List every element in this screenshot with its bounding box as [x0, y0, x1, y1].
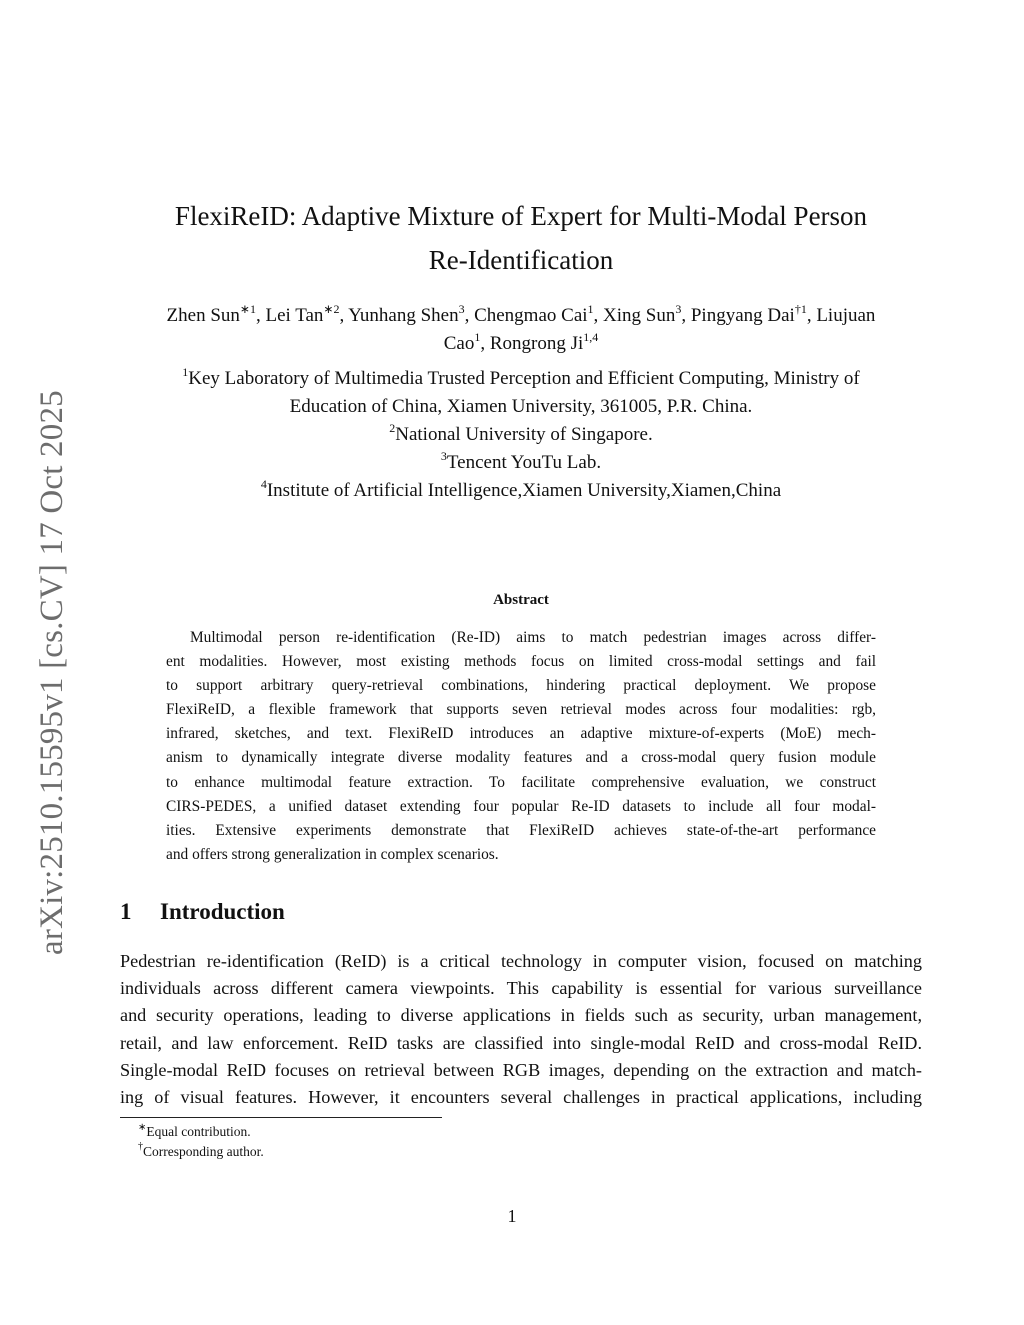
paragraph-line: Pedestrian re-identification (ReID) is a critical technology in computer vision, focused on matching — [120, 951, 922, 971]
footnote-equal-contribution — [138, 1122, 264, 1142]
author-separator: , — [480, 333, 490, 354]
footnote-mark: † — [138, 1141, 143, 1152]
footnote-corresponding-author — [138, 1142, 264, 1162]
abstract-line: CIRS-PEDES, a unified dataset extending four popular Re-ID datasets to include all four modal- — [166, 797, 876, 815]
abstract-line: ent modalities. However, most existing methods focus on limited cross-modal settings and fail — [166, 653, 876, 671]
author-separator: , — [339, 305, 349, 326]
author-line-1 — [120, 302, 922, 330]
section-heading-introduction — [120, 899, 285, 925]
affiliation-text: Key Laboratory of Multimedia Trusted Perception and Efficient Computing, Ministry of — [188, 368, 860, 389]
author-name-first-part: Liujuan — [816, 305, 876, 326]
abstract-line: to enhance multimodal feature extraction. To facilitate comprehensive evaluation, we construct — [166, 773, 876, 791]
affiliation-text: National University of Singapore. — [395, 424, 653, 445]
author-affiliation-mark: †1 — [794, 301, 807, 316]
author-affiliation-mark: 3 — [675, 301, 682, 316]
author-name: Chengmao Cai — [474, 305, 588, 326]
title-line-2: Re-Identification — [428, 245, 614, 275]
author-name: Pingyang Dai — [690, 305, 795, 326]
affiliation-mark: 4 — [260, 476, 267, 491]
author-name: Rongrong Ji — [489, 333, 584, 354]
affiliation-3 — [120, 449, 922, 477]
author-name-second-part: Cao — [443, 333, 475, 354]
arxiv-identifier-stamp: arXiv:2510.15595v1 [cs.CV] 17 Oct 2025 — [34, 390, 70, 955]
abstract-line: ities. Extensive experiments demonstrate that FlexiReID achieves state-of-the-art performance — [166, 821, 876, 839]
abstract-line: anism to dynamically integrate diverse modality features and a cross-modal query fusion module — [166, 749, 876, 767]
affiliation-text: Tencent YouTu Lab. — [446, 452, 602, 473]
affiliation-mark: 1 — [182, 364, 189, 379]
footnotes — [138, 1122, 264, 1161]
affiliation-list — [120, 365, 922, 505]
abstract-heading: Abstract — [493, 592, 549, 608]
paragraph-line: and security operations, leading to diverse applications in fields such as security, urban management, — [120, 1005, 922, 1026]
paragraph-line: ing of visual features. However, it encounters several challenges in practical applications, including — [120, 1087, 922, 1108]
introduction-paragraph — [120, 948, 922, 1111]
affiliation-2 — [120, 421, 922, 449]
affiliation-1-continued: Education of China, Xiamen University, 361005, P.R. China. — [289, 396, 753, 417]
abstract-line: to support arbitrary query-retrieval combinations, hindering practical deployment. We propose — [166, 677, 876, 695]
section-title: Introduction — [160, 899, 285, 924]
author-name: Lei Tan — [265, 305, 324, 326]
author-separator: , — [464, 305, 475, 326]
paragraph-line: individuals across different camera viewpoints. This capability is essential for various surveillance — [120, 978, 922, 999]
abstract-body — [166, 626, 876, 867]
author-name: Xing Sun — [603, 305, 676, 326]
author-affiliation-mark: ∗2 — [323, 301, 340, 316]
affiliation-1 — [120, 365, 922, 393]
affiliation-4 — [120, 477, 922, 505]
paragraph-line: Single-modal ReID focuses on retrieval between RGB images, depending on the extraction and match- — [120, 1059, 922, 1080]
abstract-line: infrared, sketches, and text. FlexiReID introduces an adaptive mixture-of-experts (MoE) mech- — [166, 725, 876, 743]
author-affiliation-mark: ∗1 — [239, 301, 256, 316]
author-affiliation-mark: 1 — [474, 329, 481, 344]
author-separator: , — [255, 305, 266, 326]
author-separator: , — [681, 305, 691, 326]
author-list — [120, 302, 922, 358]
abstract-line: Multimodal person re-identification (Re-ID) aims to match pedestrian images across differ- — [190, 629, 876, 646]
affiliation-text: Institute of Artificial Intelligence,Xiamen University,Xiamen,China — [266, 480, 782, 501]
abstract-line: FlexiReID, a flexible framework that supports seven retrieval modes across four modalities: rgb, — [166, 701, 876, 719]
author-affiliation-mark: 3 — [458, 301, 465, 316]
abstract-line: and offers strong generalization in complex scenarios. — [166, 845, 499, 863]
paragraph-line: retail, and law enforcement. ReID tasks are classified into single-modal ReID and cross-modal ReID. — [120, 1032, 922, 1053]
page-number: 1 — [507, 1206, 517, 1226]
section-number: 1 — [120, 899, 132, 924]
footnote-text: Equal contribution. — [146, 1124, 251, 1139]
footnote-text: Corresponding author. — [143, 1143, 264, 1159]
author-line-2 — [120, 330, 922, 358]
author-affiliation-mark: 1,4 — [583, 329, 599, 344]
author-name: Yunhang Shen — [348, 305, 459, 326]
affiliation-mark: 3 — [440, 448, 447, 463]
title-line-1: FlexiReID: Adaptive Mixture of Expert for Multi-Modal Person — [174, 201, 868, 231]
author-name: Zhen Sun — [166, 305, 240, 326]
affiliation-mark: 2 — [389, 420, 396, 435]
author-separator: , — [593, 305, 604, 326]
footnote-mark: ∗ — [138, 1121, 147, 1133]
author-affiliation-mark: 1 — [587, 301, 594, 316]
author-separator: , — [806, 305, 817, 326]
paper-title — [120, 194, 922, 282]
footnote-divider — [120, 1117, 442, 1118]
